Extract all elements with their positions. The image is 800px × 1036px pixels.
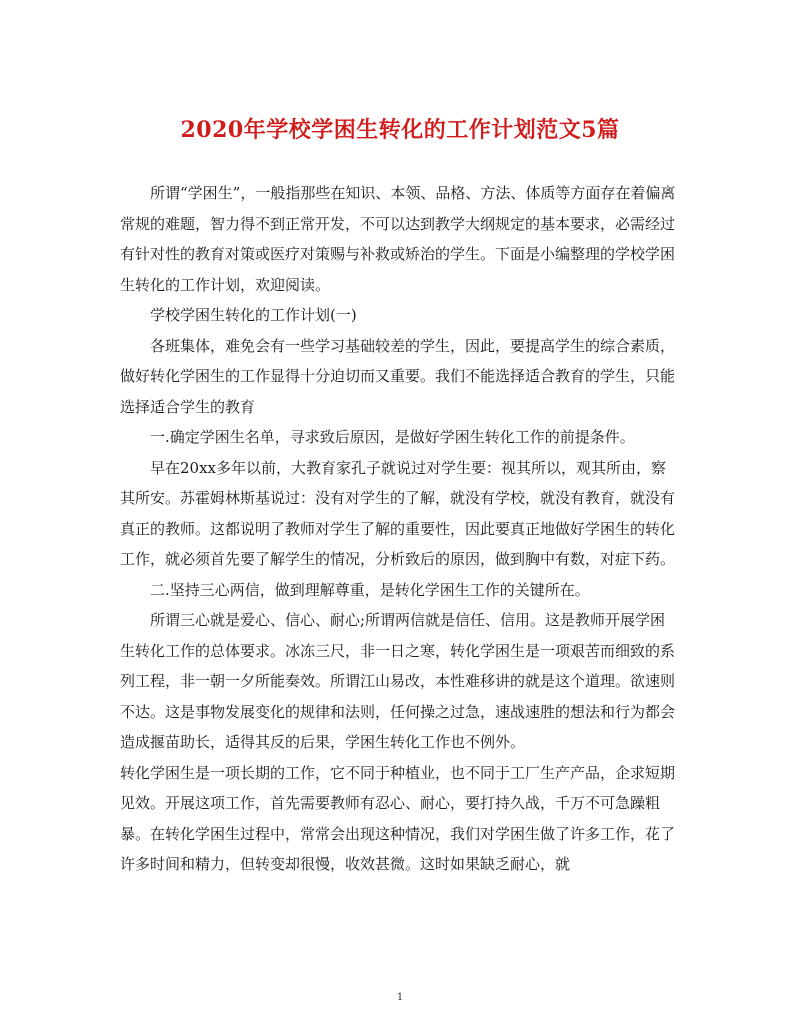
page-number: 1 bbox=[396, 992, 404, 1003]
point-heading-two: 二.坚持三心两信，做到理解尊重，是转化学困生工作的关键所在。 bbox=[150, 580, 590, 599]
body-paragraph: 各班集体，难免会有一些学习基础较差的学生，因此，要提高学生的综合素质，做好转化学困生的工作显得十分迫切而又重要。我们不能选择适合教育的学生，只能选择适合学生的教育 bbox=[120, 336, 676, 416]
document-body bbox=[120, 178, 680, 880]
section-heading-plan-one: 学校学困生转化的工作计划(一) bbox=[150, 306, 357, 324]
intro-paragraph: 所谓“学困生”，一般指那些在知识、本领、品格、方法、体质等方面存在着偏离常规的难题，智力得不到正常开发，不可以达到教学大纲规定的基本要求，必需经过有针对性的教育对策或医疗对策赐与补救或矫治的学生。下面是小编整理的学校学困生转化的工作计划，欢迎阅读。 bbox=[120, 184, 676, 294]
document-title: 2020年学校学困生转化的工作计划范文5篇 bbox=[180, 117, 620, 143]
body-paragraph-continued: 转化学困生是一项长期的工作，它不同于种植业，也不同于工厂生产产品，企求短期见效。开展这项工作，首先需要教师有忍心、耐心，要打持久战，千万不可急躁粗暴。在转化学困生过程中，常常会出现这种情况，我们对学困生做了许多工作，花了许多时间和精力，但转变却很慢，收效甚微。这时如果缺乏耐心，就 bbox=[120, 763, 676, 873]
point-heading-one: 一.确定学困生名单，寻求致后原因，是做好学困生转化工作的前提条件。 bbox=[150, 428, 635, 446]
body-paragraph: 所谓三心就是爱心、信心、耐心;所谓两信就是信任、信用。这是教师开展学困生转化工作的总体要求。冰冻三尺，非一日之寒，转化学困生是一项艰苦而细致的系列工程，非一朝一夕所能奏效。所谓江山易改，本性难移讲的就是这个道理。欲速则不达。这是事物发展变化的规律和法则，任何操之过急，速战速胜的想法和行为都会造成揠苗助长，适得其反的后果，学困生转化工作也不例外。 bbox=[120, 611, 676, 751]
body-paragraph: 早在20xx多年以前，大教育家孔子就说过对学生要：视其所以，观其所由，察其所安。苏霍姆林斯基说过：没有对学生的了解，就没有学校，就没有教育，就没有真正的教师。这都说明了教师对学生了解的重要性，因此要真正地做好学困生的转化工作，就必须首先要了解学生的情况，分析致后的原因，做到胸中有数，对症下药。 bbox=[120, 458, 676, 568]
